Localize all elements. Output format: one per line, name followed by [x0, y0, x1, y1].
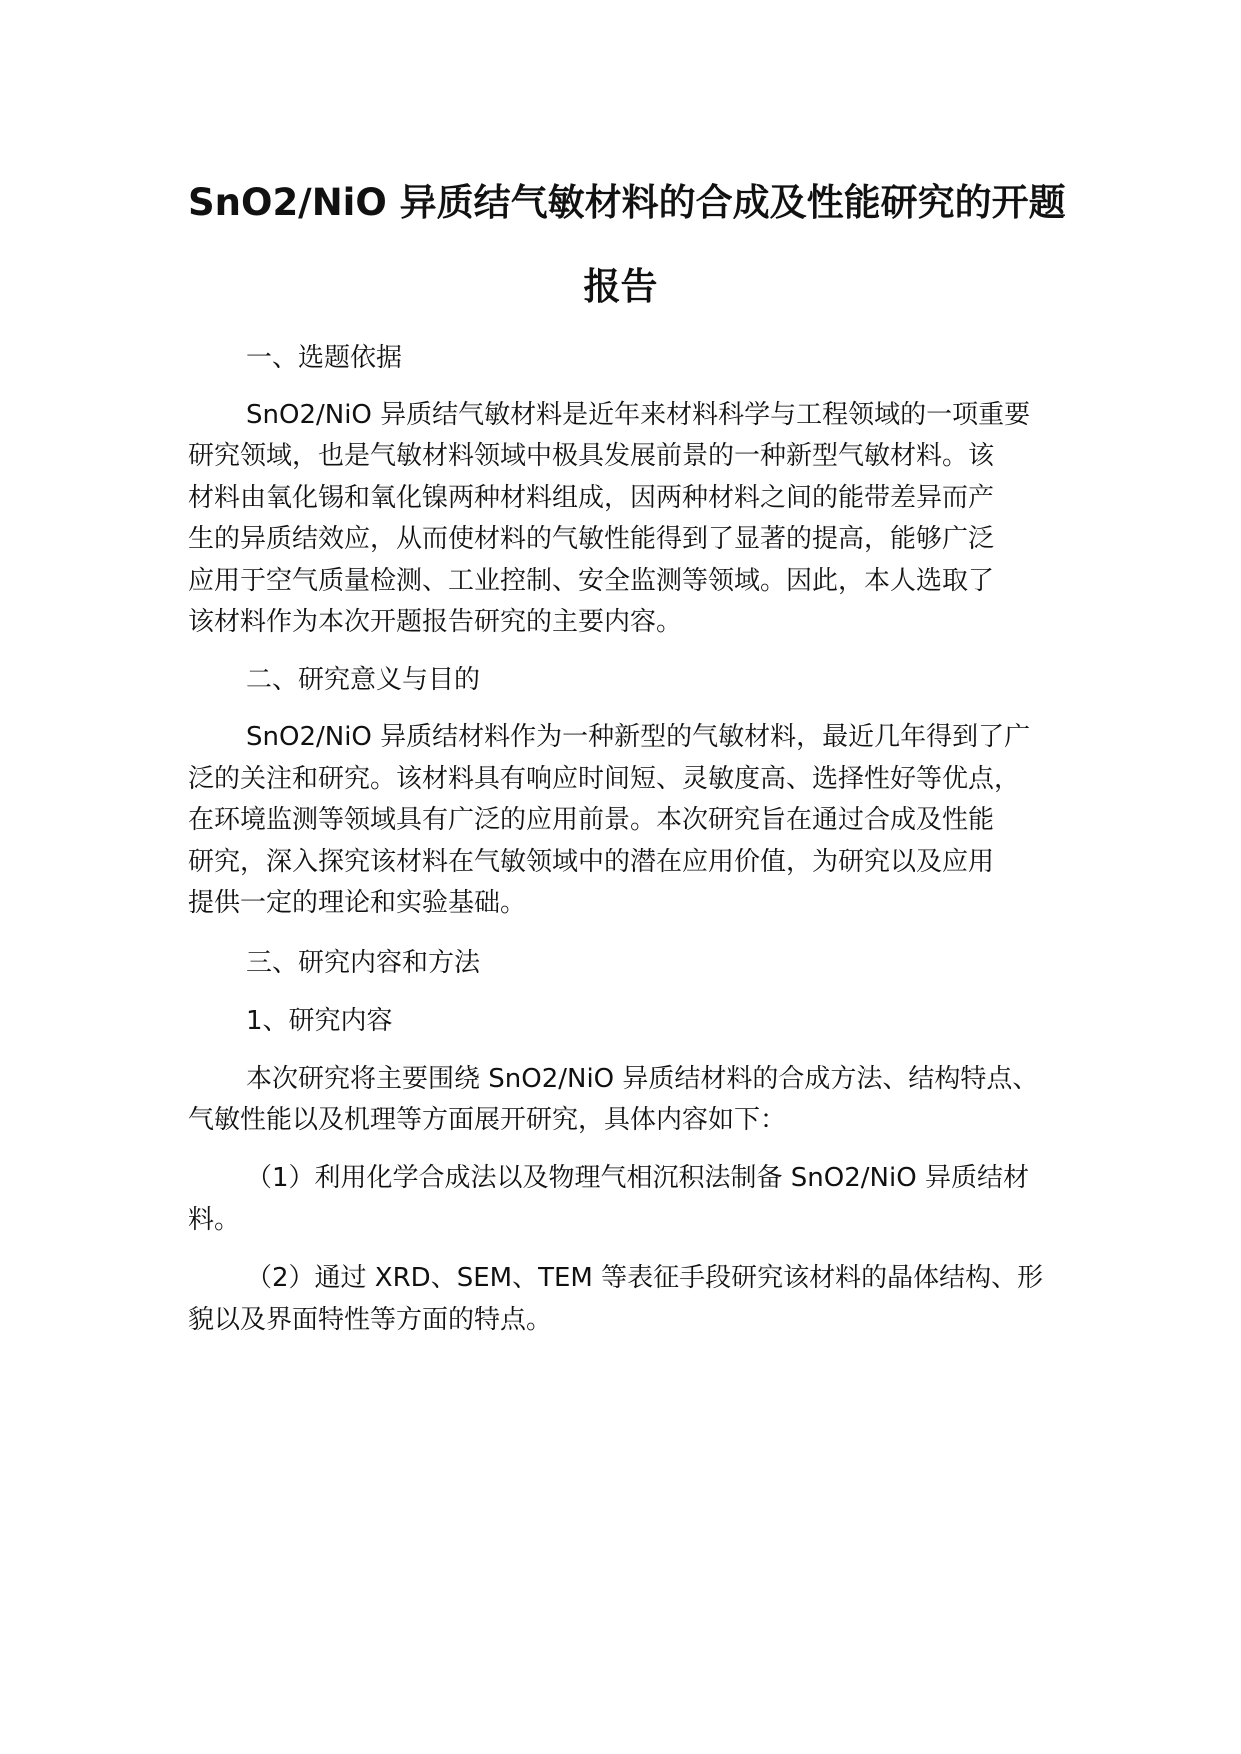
paragraph-line: 提供一定的理论和实验基础。 [188, 888, 527, 918]
paragraph-line: SnO2/NiO 异质结气敏材料是近年来材料科学与工程领域的一项重要 [246, 400, 1031, 430]
paragraph-line: 气敏性能以及机理等方面展开研究，具体内容如下： [188, 1105, 787, 1135]
list-item-2-line: （2）通过 XRD、SEM、TEM 等表征手段研究该材料的晶体结构、形 [246, 1263, 1044, 1293]
paragraph-line: 生的异质结效应，从而使材料的气敏性能得到了显著的提高，能够广泛 [188, 524, 995, 554]
list-item-1-line: 料。 [188, 1205, 241, 1235]
paragraph-line: 本次研究将主要围绕 SnO2/NiO 异质结材料的合成方法、结构特点、 [246, 1064, 1039, 1094]
subheading-research-content: 1、研究内容 [246, 1006, 393, 1036]
paragraph-line: 应用于空气质量检测、工业控制、安全监测等领域。因此，本人选取了 [188, 566, 995, 596]
paragraph-line: 材料由氧化锡和氧化镍两种材料组成，因两种材料之间的能带差异而产 [188, 483, 995, 513]
section-heading-content-methods: 三、研究内容和方法 [246, 948, 481, 978]
document-title-line-1: SnO2/NiO 异质结气敏材料的合成及性能研究的开题 [188, 181, 1066, 224]
paragraph-line: 该材料作为本次开题报告研究的主要内容。 [188, 607, 683, 637]
document-title-line-2: 报告 [583, 265, 658, 308]
section-heading-significance: 二、研究意义与目的 [246, 665, 481, 695]
section-heading-topic-basis: 一、选题依据 [246, 343, 403, 373]
list-item-1-line: （1）利用化学合成法以及物理气相沉积法制备 SnO2/NiO 异质结材 [246, 1163, 1029, 1193]
paragraph-line: 研究，深入探究该材料在气敏领域中的潜在应用价值，为研究以及应用 [188, 847, 995, 877]
list-item-2-line: 貌以及界面特性等方面的特点。 [188, 1305, 553, 1335]
paragraph-line: 在环境监测等领域具有广泛的应用前景。本次研究旨在通过合成及性能 [188, 805, 995, 835]
paragraph-line: SnO2/NiO 异质结材料作为一种新型的气敏材料，最近几年得到了广 [246, 722, 1031, 752]
paragraph-line: 泛的关注和研究。该材料具有响应时间短、灵敏度高、选择性好等优点， [188, 764, 1021, 794]
paragraph-line: 研究领域，也是气敏材料领域中极具发展前景的一种新型气敏材料。该 [188, 441, 995, 471]
